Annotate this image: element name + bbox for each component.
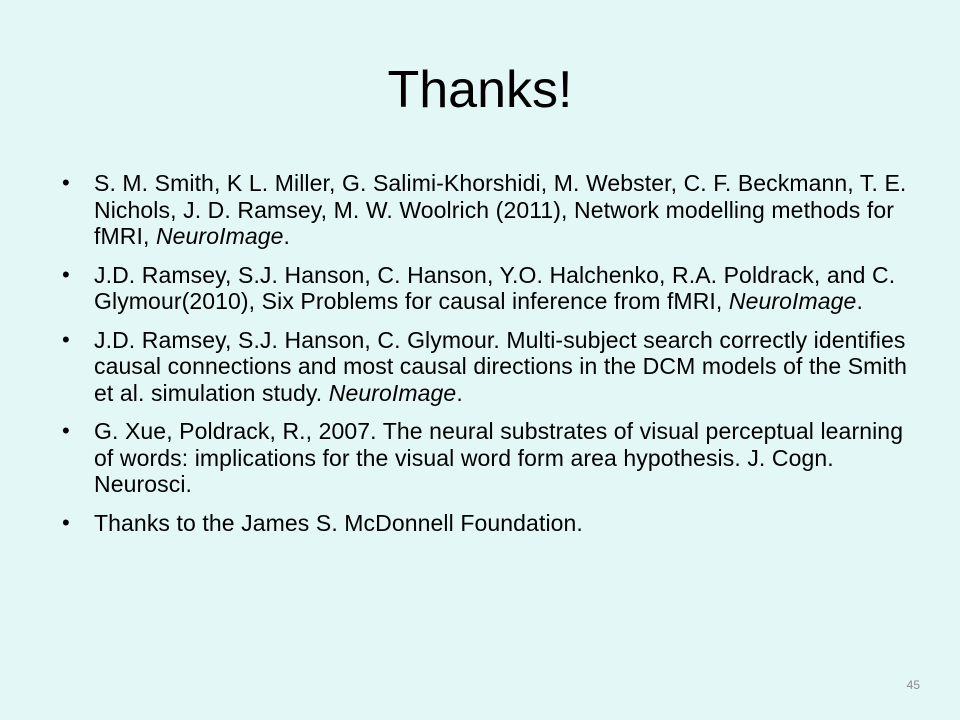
reference-list xyxy=(62,170,912,548)
acknowledgement-body: Thanks to the James S. McDonnell Foundation. xyxy=(94,509,583,536)
journal-name: NeuroImage xyxy=(155,223,284,249)
list-item xyxy=(62,327,912,407)
reference-body: J.D. Ramsey, S.J. Hanson, C. Hanson, Y.O. Halchenko, R.A. Poldrack, and C. Glymour(2010), Six Problems for causal inference from fMRI, xyxy=(94,261,896,314)
reference-body: J.D. Ramsey, S.J. Hanson, C. Glymour. Multi-subject search correctly identifies causal connections and most causal directions in the DCM models of the Smith et al. simulation study. xyxy=(94,326,907,406)
reference-text xyxy=(94,262,895,315)
acknowledgement-text xyxy=(94,510,583,536)
journal-name: NeuroImage xyxy=(328,379,457,406)
reference-end: . xyxy=(456,379,463,406)
list-item xyxy=(62,262,912,315)
slide-title: Thanks! xyxy=(387,61,573,119)
bullet-icon: • xyxy=(62,170,70,195)
journal-name: NeuroImage xyxy=(728,288,857,314)
reference-body: G. Xue, Poldrack, R., 2007. The neural substrates of visual perceptual learning of words: implications for the visual word form area hypothesis. J. Cogn. Neurosci. xyxy=(94,418,904,497)
reference-text xyxy=(94,418,903,497)
list-item xyxy=(62,418,912,498)
list-item xyxy=(62,170,912,250)
bullet-icon: • xyxy=(62,418,70,443)
bullet-icon: • xyxy=(62,261,70,287)
page-number: 45 xyxy=(906,678,920,692)
reference-body: S. M. Smith, K L. Miller, G. Salimi-Khorshidi, M. Webster, C. F. Beckmann, T. E. Nichols, J. D. Ramsey, M. W. Woolrich (2011), Network modelling methods for fMRI, xyxy=(94,170,907,249)
bullet-icon: • xyxy=(62,326,70,352)
bullet-icon: • xyxy=(62,509,70,535)
reference-end: . xyxy=(856,288,863,314)
reference-text xyxy=(94,170,906,249)
reference-text xyxy=(94,327,907,406)
list-item xyxy=(62,510,912,537)
reference-end: . xyxy=(283,223,291,249)
